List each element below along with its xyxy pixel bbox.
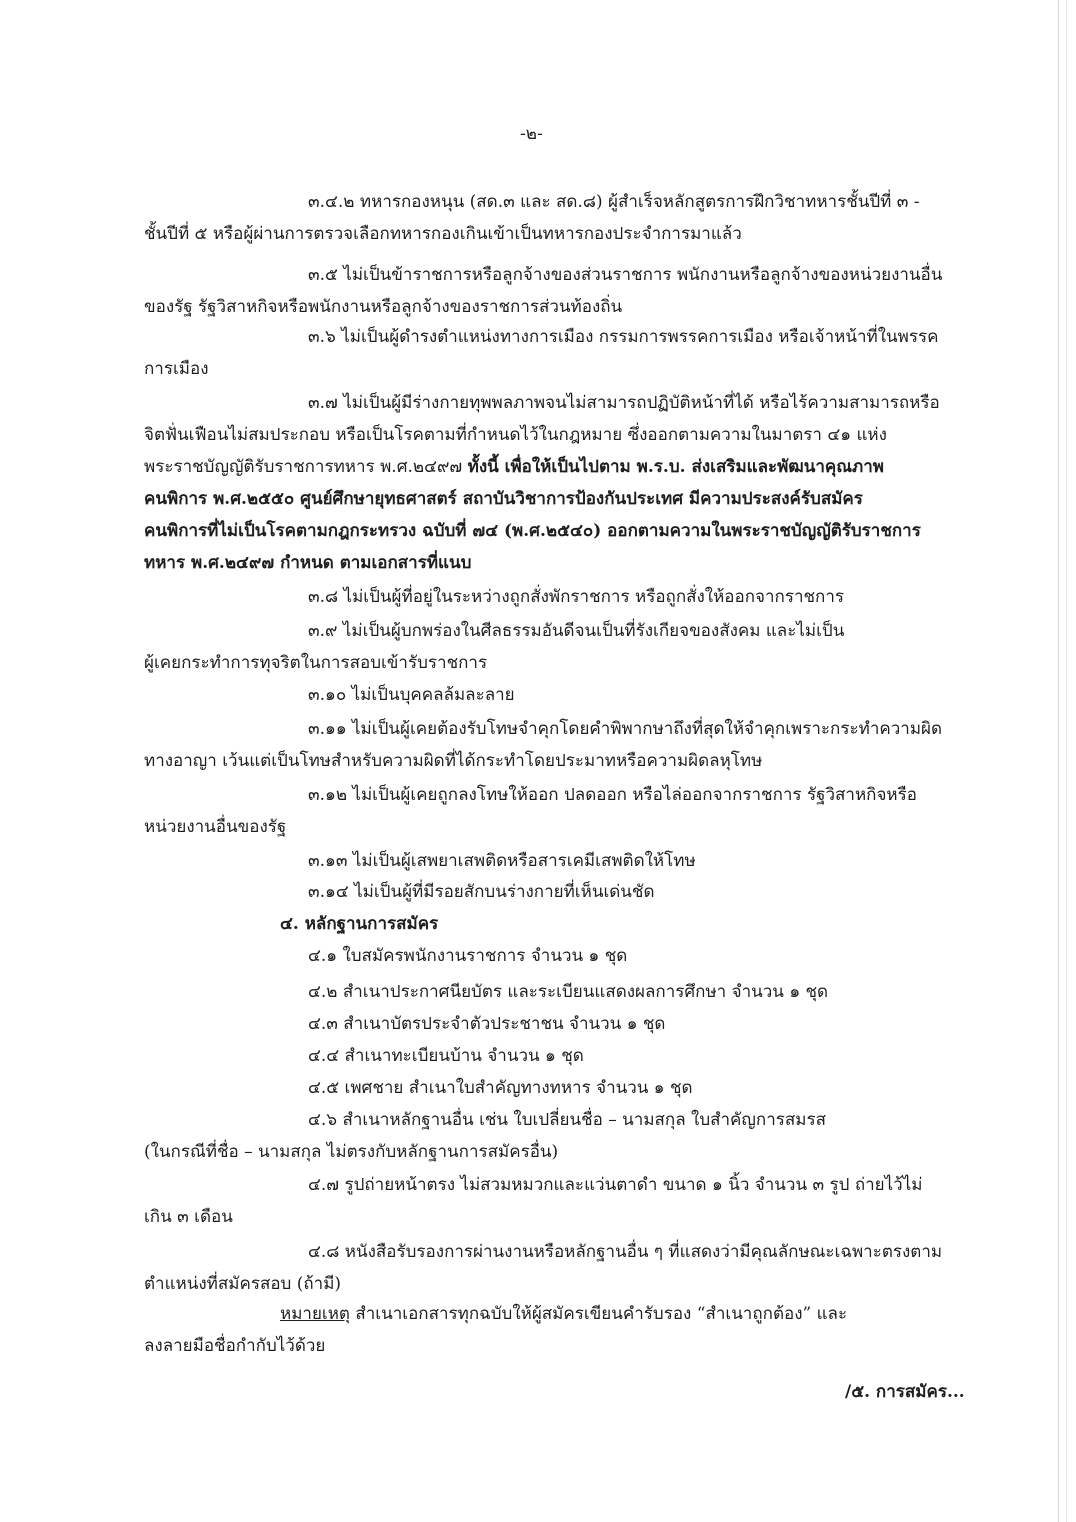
text-line: ๔.๓ สำเนาบัตรประจำตัวประชาชน จำนวน ๑ ชุด (308, 1014, 666, 1034)
text-line: เกิน ๓ เดือน (144, 1207, 233, 1227)
scan-edge-line (1058, 0, 1059, 1522)
text-line: ๔.๖ สำเนาหลักฐานอื่น เช่น ใบเปลี่ยนชื่อ – นามสกุล ใบสำคัญการสมรส (308, 1110, 826, 1130)
text-line: ๓.๕ ไม่เป็นข้าราชการหรือลูกจ้างของส่วนราชการ พนักงานหรือลูกจ้างของหน่วยงานอื่น (308, 265, 943, 285)
text-segment: สำเนาเอกสารทุกฉบับให้ผู้สมัครเขียนคำรับรอง “สำเนาถูกต้อง” และ (349, 1304, 848, 1324)
text-line: ๓.๗ ไม่เป็นผู้มีร่างกายทุพพลภาพจนไม่สามารถปฏิบัติหน้าที่ได้ หรือไร้ความสามารถหรือ (308, 393, 940, 413)
text-line: (ในกรณีที่ชื่อ – นามสกุล ไม่ตรงกับหลักฐานการสมัครอื่น) (144, 1142, 559, 1162)
note-label: หมายเหตุ (280, 1304, 350, 1324)
text-line: ๔.๑ ใบสมัครพนักงานราชการ จำนวน ๑ ชุด (308, 946, 628, 966)
text-line: หน่วยงานอื่นของรัฐ (144, 817, 287, 837)
text-line: ๔.๘ หนังสือรับรองการผ่านงานหรือหลักฐานอื่น ๆ ที่แสดงว่ามีคุณลักษณะเฉพาะตรงตาม (308, 1242, 943, 1262)
text-line: ทางอาญา เว้นแต่เป็นโทษสำหรับความผิดที่ได้กระทำโดยประมาทหรือความผิดลหุโทษ (144, 751, 763, 771)
text-line: จิตฟั่นเฟือนไม่สมประกอบ หรือเป็นโรคตามที่กำหนดไว้ในกฎหมาย ซึ่งออกตามความในมาตรา ๔๑ แห่ง (144, 425, 887, 445)
text-line (144, 455, 884, 479)
text-line: ๔.๒ สำเนาประกาศนียบัตร และระเบียนแสดงผลการศึกษา จำนวน ๑ ชุด (308, 982, 829, 1002)
text-line: ของรัฐ รัฐวิสาหกิจหรือพนักงานหรือลูกจ้างของราชการส่วนท้องถิ่น (144, 297, 623, 317)
text-segment: ทั้งนี้ เพื่อให้เป็นไปตาม พ.ร.บ. ส่งเสริมและพัฒนาคุณภาพ (467, 457, 885, 477)
text-segment: พระราชบัญญัติรับราชการทหาร พ.ศ.๒๔๙๗ (144, 457, 468, 477)
text-line: การเมือง (144, 359, 209, 379)
text-line: ลงลายมือชื่อกำกับไว้ด้วย (144, 1336, 326, 1356)
text-line: ๓.๑๒ ไม่เป็นผู้เคยถูกลงโทษให้ออก ปลดออก หรือไล่ออกจากราชการ รัฐวิสาหกิจหรือ (308, 785, 917, 805)
text-line: ๔.๕ เพศชาย สำเนาใบสำคัญทางทหาร จำนวน ๑ ชุด (308, 1078, 693, 1098)
text-line: ๓.๑๑ ไม่เป็นผู้เคยต้องรับโทษจำคุกโดยคำพิพากษาถึงที่สุดให้จำคุกเพราะกระทำความผิด (308, 719, 943, 739)
scan-edge-line (1066, 0, 1067, 1522)
text-line: ๓.๑๔ ไม่เป็นผู้ที่มีรอยสักบนร่างกายที่เห็นเด่นชัด (308, 882, 655, 902)
text-line: ๓.๙ ไม่เป็นผู้บกพร่องในศีลธรรมอันดีจนเป็นที่รังเกียจของสังคม และไม่เป็น (308, 621, 845, 641)
text-line: ๓.๔.๒ ทหารกองหนุน (สด.๓ และ สด.๘) ผู้สำเร็จหลักสูตรการฝึกวิชาทหารชั้นปีที่ ๓ - (308, 192, 920, 212)
text-line: คนพิการที่ไม่เป็นโรคตามกฎกระทรวง ฉบับที่ ๗๔ (พ.ศ.๒๕๔๐) ออกตามความในพระราชบัญญัติรับราชการ (144, 521, 921, 541)
text-line: ๓.๘ ไม่เป็นผู้ที่อยู่ในระหว่างถูกสั่งพักราชการ หรือถูกสั่งให้ออกจากราชการ (308, 587, 845, 607)
text-line: ๓.๑๓ ไม่เป็นผู้เสพยาเสพติดหรือสารเคมีเสพติดให้โทษ (308, 851, 696, 871)
text-line: ๔.๗ รูปถ่ายหน้าตรง ไม่สวมหมวกและแว่นตาดำ ขนาด ๑ นิ้ว จำนวน ๓ รูป ถ่ายไว้ไม่ (308, 1175, 923, 1195)
text-line: ทหาร พ.ศ.๒๔๙๗ กำหนด ตามเอกสารที่แนบ (144, 553, 472, 573)
text-line: /๕. การสมัคร... (845, 1382, 965, 1402)
text-line: ชั้นปีที่ ๕ หรือผู้ผ่านการตรวจเลือกทหารกองเกินเข้าเป็นทหารกองประจำการมาแล้ว (144, 224, 742, 244)
text-line: คนพิการ พ.ศ.๒๕๕๐ ศูนย์ศึกษายุทธศาสตร์ สถาบันวิชาการป้องกันประเทศ มีความประสงค์รับสมัคร (144, 489, 863, 509)
text-line: ๔. หลักฐานการสมัคร (280, 914, 439, 934)
text-line: ๓.๖ ไม่เป็นผู้ดำรงตำแหน่งทางการเมือง กรรมการพรรคการเมือง หรือเจ้าหน้าที่ในพรรค (308, 327, 939, 347)
text-line: ๓.๑๐ ไม่เป็นบุคคลล้มละลาย (308, 685, 515, 705)
text-line: ตำแหน่งที่สมัครสอบ (ถ้ามี) (144, 1274, 342, 1294)
page-number: -๒- (520, 124, 543, 144)
text-line: ๔.๔ สำเนาทะเบียนบ้าน จำนวน ๑ ชุด (308, 1046, 584, 1066)
text-line (280, 1302, 847, 1326)
text-line: ผู้เคยกระทำการทุจริตในการสอบเข้ารับราชการ (144, 653, 488, 673)
